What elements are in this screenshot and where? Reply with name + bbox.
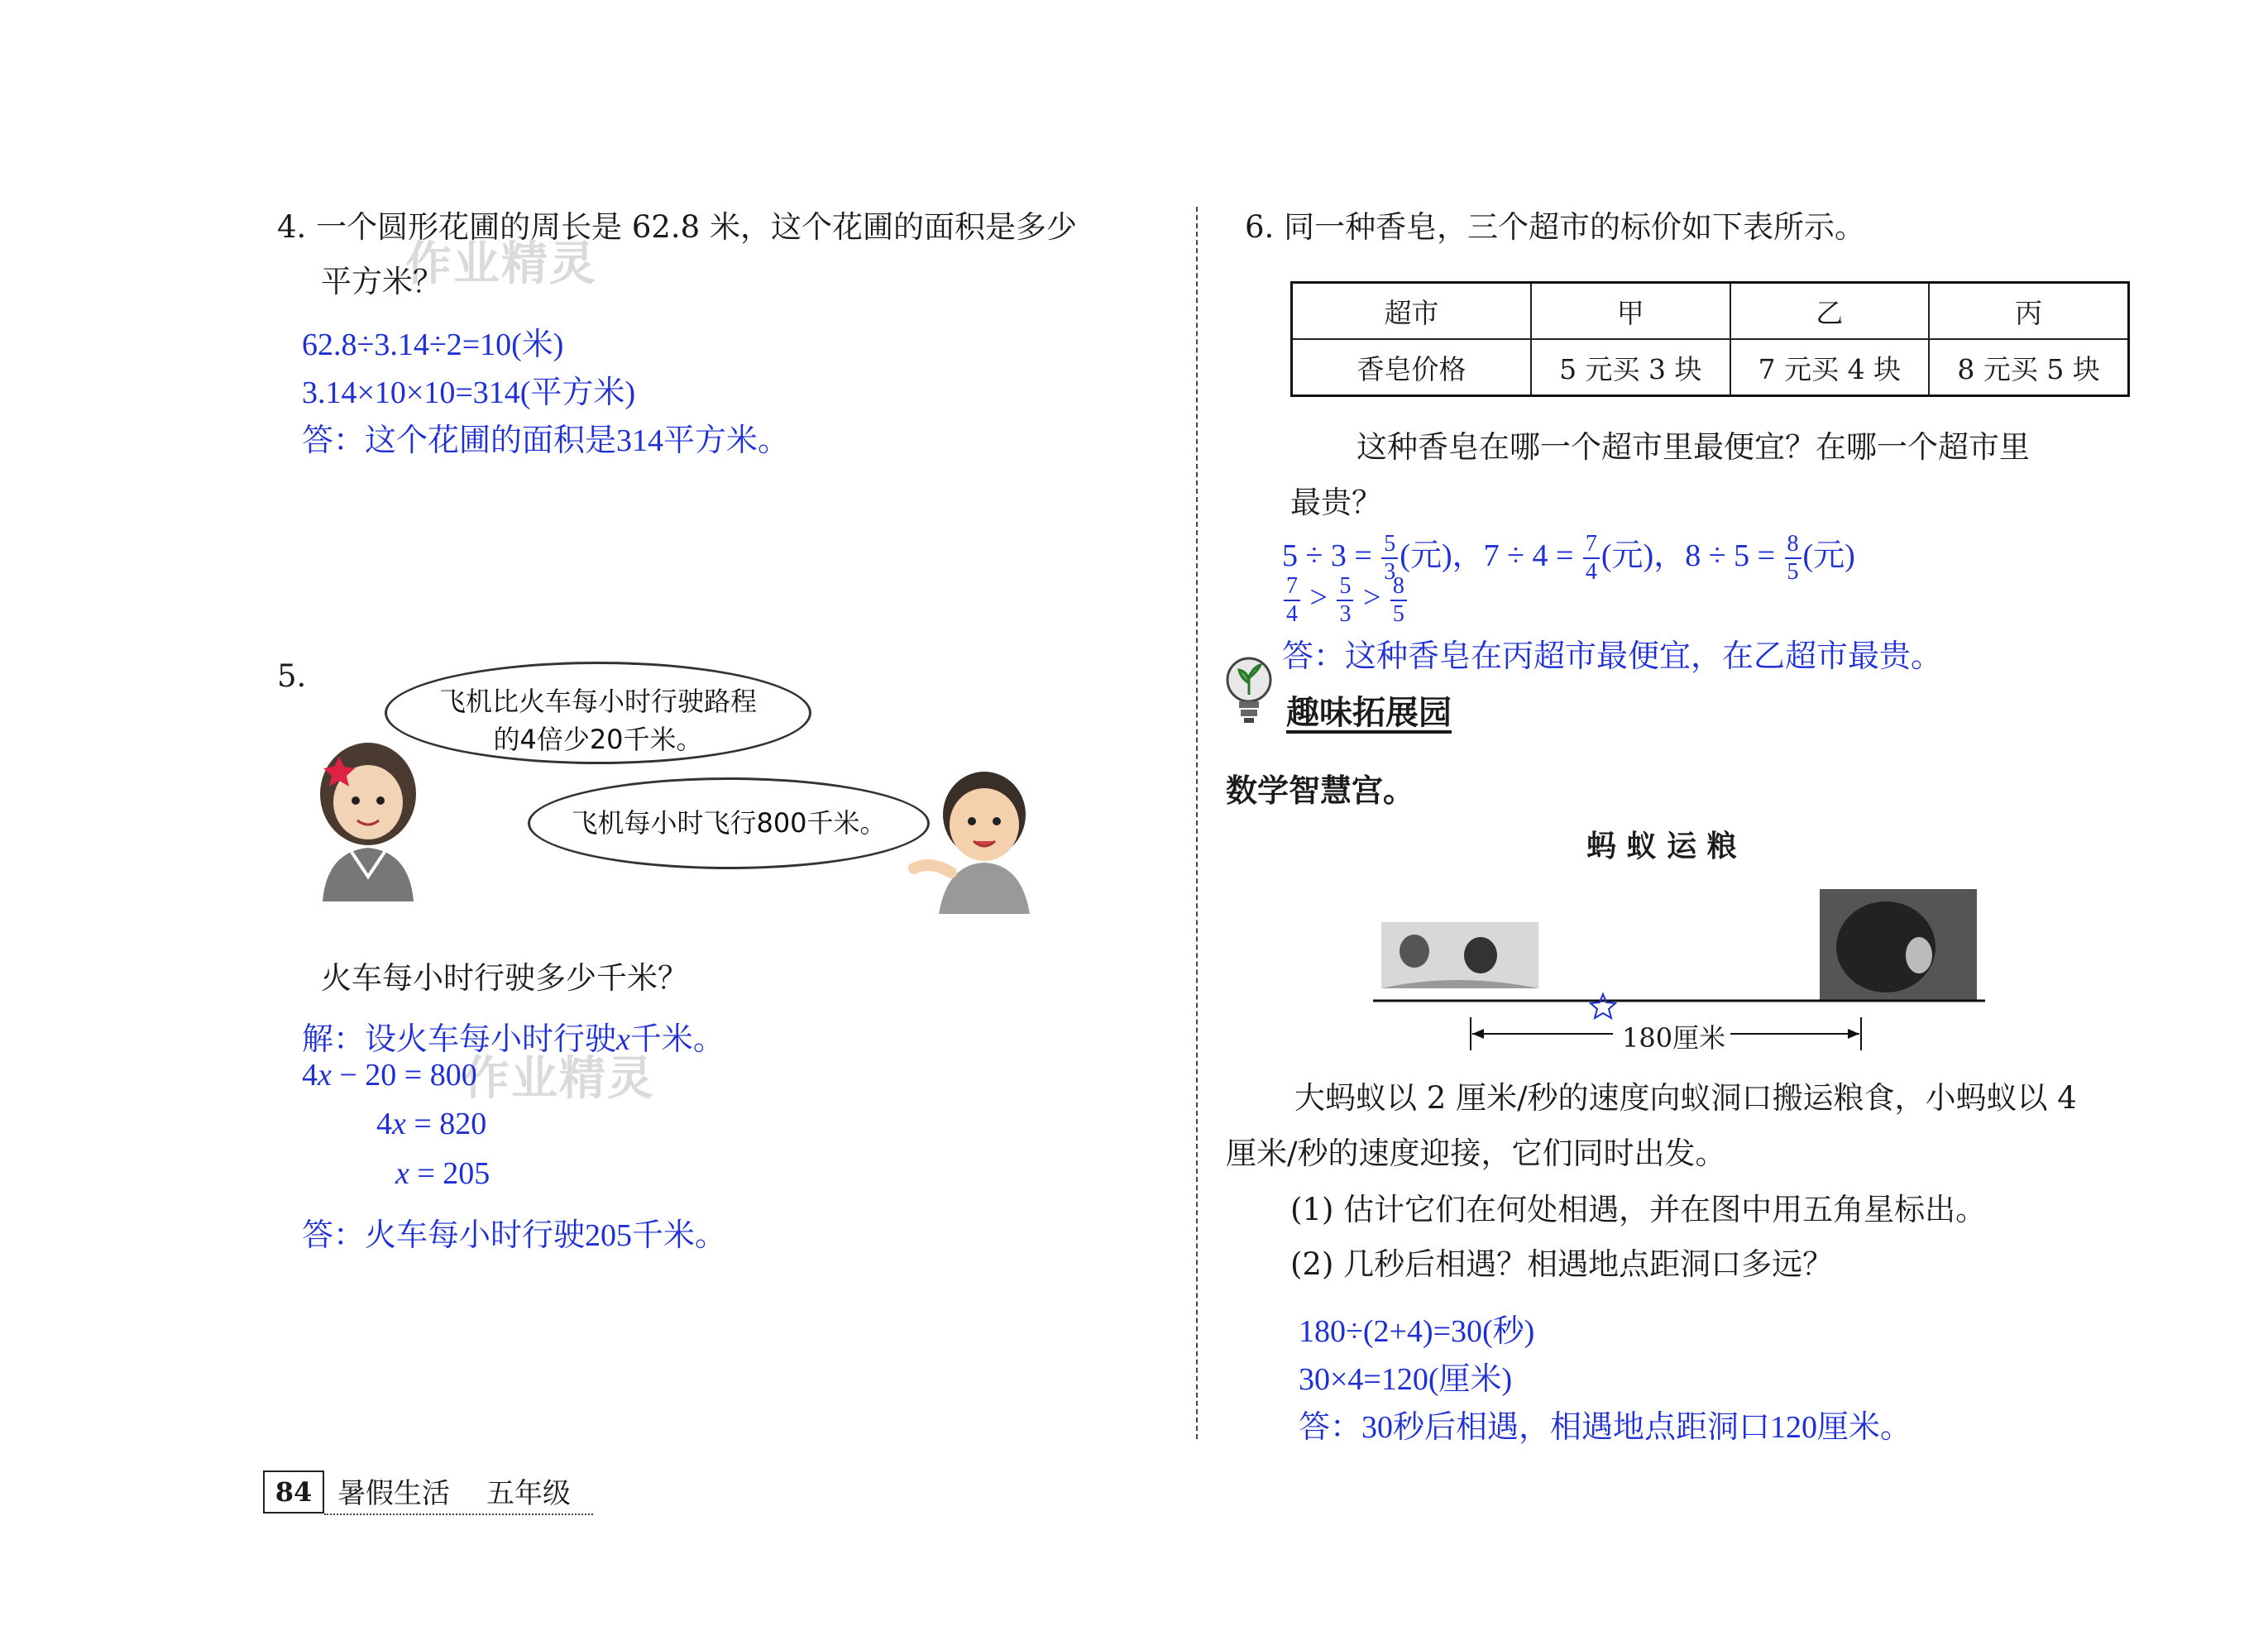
girl-illustration: [314, 736, 422, 901]
table-header-cell: 乙: [1730, 283, 1930, 340]
eq1-rest: − 20 = 800: [331, 1058, 477, 1093]
watermark: 作业精灵: [463, 1052, 655, 1106]
q6-comparison: [1282, 575, 1409, 626]
footer-grade: 五年级: [486, 1477, 571, 1510]
q4-answer-1: 62.8÷3.14÷2=10(米): [302, 328, 564, 362]
ext-part2: (2) 几秒后相遇？相遇地点距洞口多远？: [1290, 1246, 1834, 1282]
solution-intro-b: 千米。: [629, 1022, 725, 1057]
q4-line1: 4. 一个圆形花圃的周长是 62.8 米，这个花圃的面积是多少: [277, 209, 1077, 245]
eq2-coef: 4: [376, 1107, 392, 1141]
q6-line1: 6. 同一种香皂，三个超市的标价如下表所示。: [1245, 209, 1866, 245]
extension-subtitle: 数学智慧宫。: [1226, 772, 1415, 809]
table-header-cell: 丙: [1929, 283, 2128, 340]
calc-c: 8 ÷ 5 =: [1685, 538, 1783, 573]
table-cell: 5 元买 3 块: [1531, 339, 1730, 396]
frac-num: 5: [1337, 575, 1353, 601]
frac-num: 7: [1583, 533, 1600, 559]
variable-x: x: [616, 1022, 630, 1057]
frac-den: 4: [1585, 559, 1597, 586]
q6-answer: 答：这种香皂在丙超市最便宜，在乙超市最贵。: [1282, 639, 1943, 674]
q4-answer-2: 3.14×10×10=314(平方米): [302, 375, 636, 410]
frac-num: 8: [1390, 575, 1407, 601]
table-row: [1292, 283, 2129, 340]
page-divider: [1196, 207, 1198, 1439]
calc-b: 7 ÷ 4 =: [1483, 538, 1581, 573]
ext-part1: (1) 估计它们在何处相遇，并在图中用五角星标出。: [1290, 1192, 1987, 1227]
ext-answer-2: 30×4=120(厘米): [1299, 1362, 1513, 1397]
ext-answer-1: 180÷(2+4)=30(秒): [1299, 1314, 1535, 1349]
q5-solution-intro: [302, 1013, 725, 1059]
table-header-cell: 超市: [1292, 283, 1532, 340]
q4-answer-3: 答：这个花圃的面积是314平方米。: [302, 423, 790, 458]
distance-label: 180厘米: [1617, 1017, 1730, 1055]
footer-rule: [324, 1513, 593, 1515]
table-row: [1292, 339, 2129, 396]
frac-den: 3: [1384, 559, 1396, 586]
price-table: [1290, 281, 2130, 397]
calc-unit: (元)，: [1601, 538, 1686, 573]
calc-unit: (元)，: [1400, 538, 1484, 573]
eq1-coef: 4: [302, 1058, 318, 1093]
ext-para-line2: 厘米/秒的速度迎接，它们同时出发。: [1226, 1136, 1726, 1171]
frac-num: 7: [1284, 575, 1300, 601]
speech-bubble-boy: [528, 777, 930, 869]
bubble1-line1: 飞机比火车每小时行驶路程: [438, 686, 757, 717]
frac-den: 5: [1787, 559, 1799, 586]
q6-question-line1: 这种香皂在哪一个超市里最便宜？在哪一个超市里: [1356, 429, 2030, 465]
eq3-var: x: [395, 1156, 409, 1191]
frac-num: 5: [1381, 533, 1398, 559]
calc-a: 5 ÷ 3 =: [1282, 538, 1380, 573]
eq2-rest: = 820: [405, 1107, 487, 1141]
bubble2-text: 飞机每小时飞行800千米。: [571, 807, 887, 839]
bubble1-line2: 的4倍少20千米。: [493, 724, 703, 755]
fraction-7-4: [1284, 575, 1300, 626]
fraction-7-4: [1583, 533, 1600, 584]
calc-unit-end: (元): [1802, 538, 1855, 573]
story-title: 蚂 蚁 运 粮: [1586, 830, 1737, 863]
q5-equation-2: [376, 1106, 486, 1142]
eq2-var: x: [392, 1107, 406, 1141]
eq3-rest: = 205: [409, 1156, 490, 1191]
table-cell: 7 元买 4 块: [1730, 339, 1930, 396]
extension-title: 趣味拓展园: [1286, 694, 1452, 732]
table-cell: 8 元买 5 块: [1929, 339, 2128, 396]
ext-para-line1: 大蚂蚁以 2 厘米/秒的速度向蚁洞口搬运粮食，小蚂蚁以 4: [1294, 1080, 2077, 1116]
ext-answer-3: 答：30秒后相遇，相遇地点距洞口120厘米。: [1299, 1410, 1912, 1445]
speech-bubble-girl: [385, 662, 811, 764]
q5-number: 5.: [277, 658, 307, 694]
q5-equation-3: [395, 1155, 490, 1192]
frac-den: 5: [1392, 601, 1404, 627]
fraction-5-3: [1337, 575, 1353, 626]
gt-sign: >: [1302, 580, 1336, 615]
q5-equation-1: [302, 1057, 477, 1093]
q4-line2: 平方米？: [321, 264, 443, 299]
watermark: 作业精灵: [405, 237, 597, 291]
frac-den: 4: [1286, 601, 1298, 627]
fraction-8-5: [1785, 533, 1801, 584]
footer-book-title: 暑假生活: [337, 1477, 450, 1510]
q5-answer: 答：火车每小时行驶205千米。: [302, 1218, 727, 1253]
frac-num: 8: [1785, 533, 1801, 559]
table-cell: 香皂价格: [1292, 339, 1532, 396]
boy-illustration: [906, 765, 1055, 914]
table-header-cell: 甲: [1531, 283, 1730, 340]
q6-question-line2: 最贵？: [1290, 485, 1382, 520]
fraction-8-5: [1390, 575, 1407, 626]
page-number: 84: [263, 1470, 324, 1513]
q5-question: 火车每小时行驶多少千米？: [321, 960, 688, 996]
eq1-var: x: [318, 1058, 332, 1093]
solution-intro-a: 解：设火车每小时行驶: [302, 1022, 617, 1057]
frac-den: 3: [1339, 601, 1352, 627]
gt-sign: >: [1355, 580, 1389, 615]
lightbulb-icon: [1224, 653, 1274, 728]
